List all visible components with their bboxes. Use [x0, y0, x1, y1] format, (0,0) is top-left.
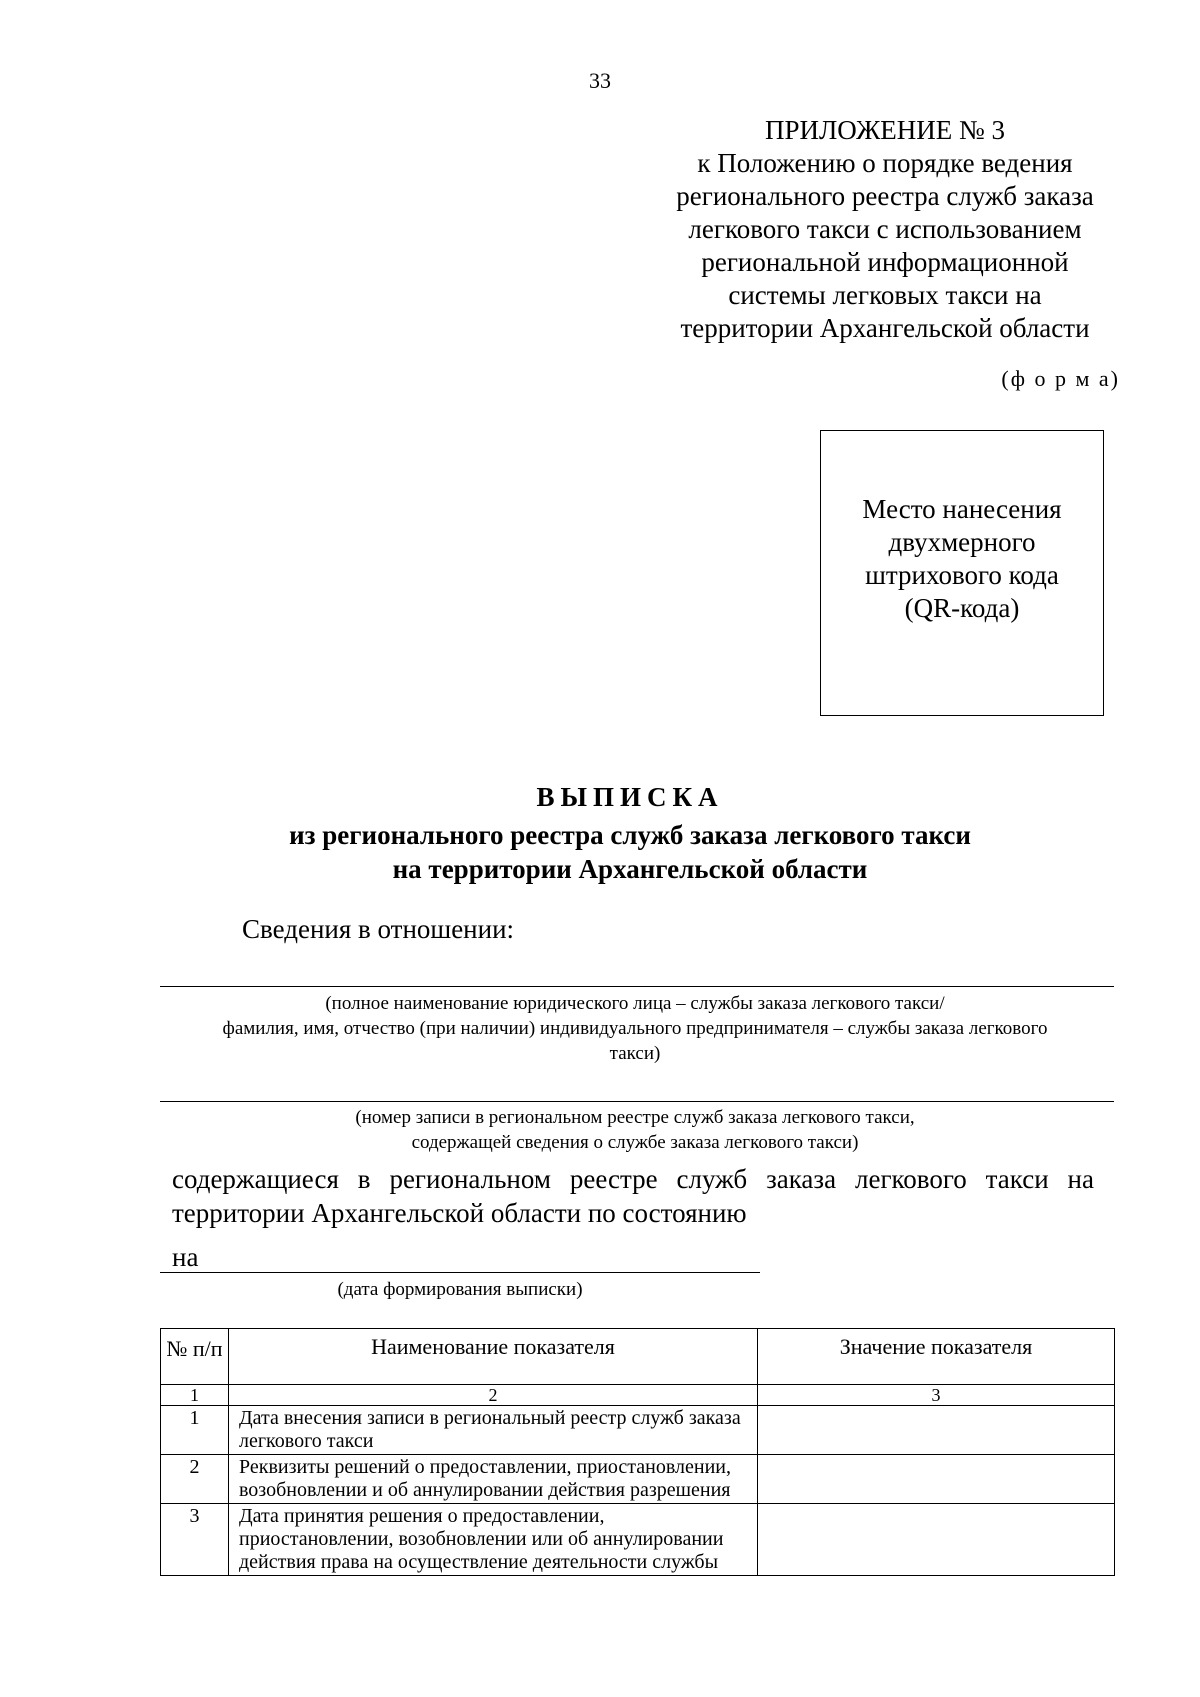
- svedeniya-label: Сведения в отношении:: [242, 914, 515, 944]
- row-number: 2: [161, 1455, 229, 1504]
- indicator-value: [758, 1406, 1115, 1455]
- document-subtitle: [0, 818, 1200, 886]
- entity-name-caption: [160, 991, 1110, 1066]
- column-number: 1: [161, 1385, 229, 1406]
- appendix-line: системы легковых такси на: [728, 280, 1042, 310]
- appendix-line: ПРИЛОЖЕНИЕ № 3: [764, 115, 1006, 145]
- table-row: [161, 1455, 1115, 1504]
- column-number: 2: [229, 1385, 758, 1406]
- appendix-line: территории Архангельской области: [680, 313, 1090, 343]
- caption-line: (полное наименование юридического лица – службы заказа легкового такси/: [325, 993, 945, 1014]
- table-header-row: [161, 1329, 1115, 1385]
- header-number: № п/п: [161, 1329, 229, 1385]
- entity-name-line: [160, 986, 1114, 987]
- indicator-name: Реквизиты решений о предоставлении, приостановлении, возобновлении и об аннулировании действия разрешения: [229, 1455, 758, 1504]
- indicator-name: Дата внесения записи в региональный реестр служб заказа легкового такси: [229, 1406, 758, 1455]
- document-title: ВЫПИСКА: [536, 782, 724, 812]
- subtitle-line: из регионального реестра служб заказа легкового такси: [289, 820, 971, 850]
- column-number: 3: [758, 1385, 1115, 1406]
- appendix-line: региональной информационной: [701, 247, 1069, 277]
- row-number: 3: [161, 1504, 229, 1576]
- table-row: [161, 1504, 1115, 1576]
- qr-placeholder-line: (QR-кода): [904, 593, 1020, 623]
- record-number-caption: [160, 1105, 1110, 1155]
- caption-line: такси): [609, 1043, 661, 1064]
- indicators-table: [160, 1328, 1115, 1576]
- caption-line: фамилия, имя, отчество (при наличии) индивидуального предпринимателя – службы заказа легкового: [222, 1018, 1048, 1039]
- indicator-value: [758, 1455, 1115, 1504]
- qr-placeholder-line: штрихового кода: [865, 560, 1059, 590]
- date-line: [160, 1272, 760, 1273]
- date-caption: (дата формирования выписки): [337, 1279, 583, 1300]
- qr-placeholder-text: [821, 493, 1103, 625]
- caption-line: (номер записи в региональном реестре служб заказа легкового такси,: [355, 1107, 915, 1128]
- indicator-name: Дата принятия решения о предоставлении, приостановлении, возобновлении или об аннулировании действия права на осуществление деятельности службы: [229, 1504, 758, 1576]
- appendix-line: легкового такси с использованием: [688, 214, 1082, 244]
- qr-code-placeholder: [820, 430, 1104, 716]
- qr-placeholder-line: двухмерного: [888, 527, 1036, 557]
- indicator-value: [758, 1504, 1115, 1576]
- column-number-row: [161, 1385, 1115, 1406]
- page-number: 33: [589, 68, 611, 93]
- appendix-line: к Положению о порядке ведения: [697, 148, 1073, 178]
- body-text: содержащиеся в региональном реестре служб заказа легкового такси на территории Архангельской области по состоянию: [172, 1164, 1094, 1228]
- record-number-line: [160, 1101, 1114, 1102]
- date-prefix: на: [172, 1242, 199, 1272]
- subtitle-line: на территории Архангельской области: [392, 854, 868, 884]
- caption-line: содержащей сведения о службе заказа легкового такси): [411, 1132, 859, 1153]
- header-indicator-value: Значение показателя: [758, 1329, 1115, 1385]
- qr-placeholder-line: Место нанесения: [862, 494, 1062, 524]
- appendix-header: [640, 114, 1130, 345]
- appendix-line: регионального реестра служб заказа: [676, 181, 1094, 211]
- header-indicator-name: Наименование показателя: [229, 1329, 758, 1385]
- row-number: 1: [161, 1406, 229, 1455]
- table-row: [161, 1406, 1115, 1455]
- form-label: (ф о р м а): [1001, 366, 1120, 391]
